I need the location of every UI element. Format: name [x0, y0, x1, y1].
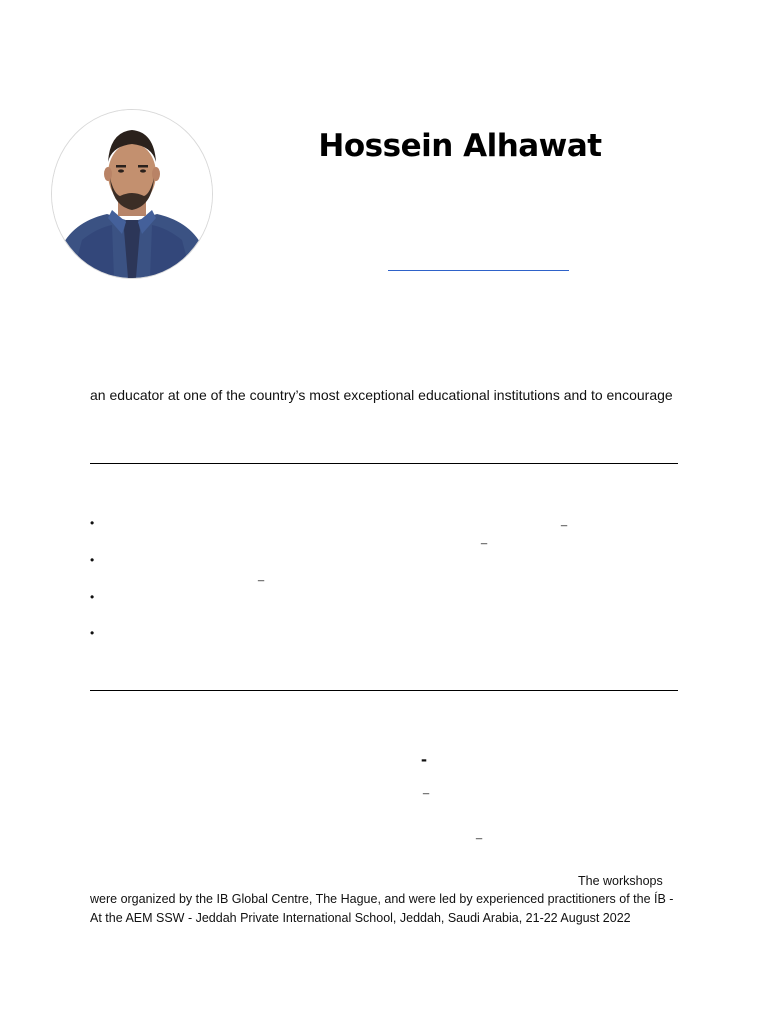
contact-link[interactable]	[388, 270, 569, 271]
list-bullet: •	[90, 626, 95, 640]
section-divider	[90, 690, 678, 691]
person-name: Hossein Alhawat	[318, 128, 602, 164]
list-bullet: •	[90, 553, 95, 567]
profile-photo	[51, 109, 213, 279]
section-dash: _	[423, 783, 430, 795]
workshops-text: were organized by the IB Global Centre, The Hague, and were led by experienced practitioners of the ÍB -	[90, 892, 674, 906]
list-dash: _	[481, 533, 488, 545]
section-dash: _	[476, 828, 483, 840]
workshops-text: At the AEM SSW - Jeddah Private International School, Jeddah, Saudi Arabia, 21-22 August 2022	[90, 911, 631, 925]
list-dash: _	[258, 570, 265, 582]
workshops-text: The workshops	[578, 874, 663, 888]
section-dash: -	[421, 749, 427, 769]
section-divider	[90, 463, 678, 464]
list-bullet: •	[90, 516, 95, 530]
list-bullet: •	[90, 590, 95, 604]
list-dash: _	[561, 515, 568, 527]
person-photo-illustration	[52, 110, 212, 278]
summary-text: an educator at one of the country’s most exceptional educational institutions and to encourage	[90, 387, 673, 403]
